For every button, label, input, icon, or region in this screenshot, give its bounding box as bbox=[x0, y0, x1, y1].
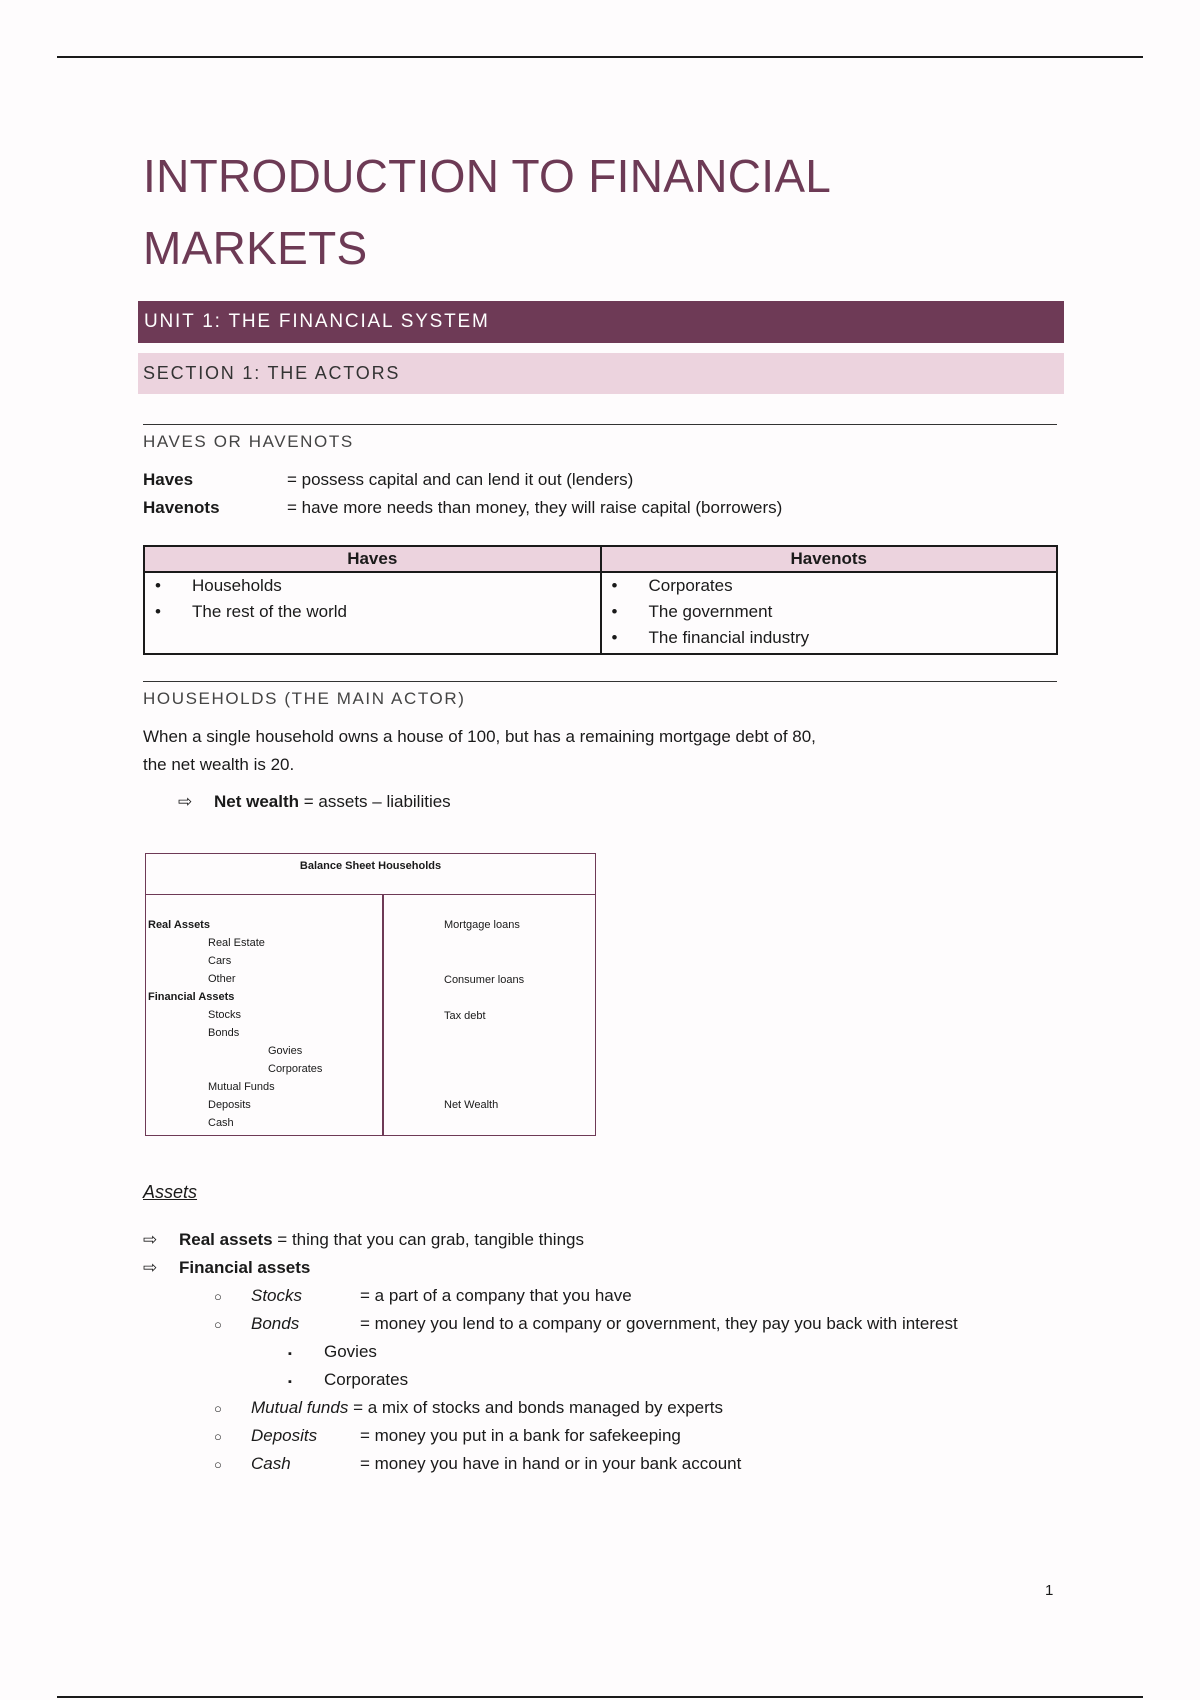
net-wealth-line: ⇨ Net wealth = assets – liabilities bbox=[178, 792, 451, 811]
title-block bbox=[143, 140, 1063, 284]
list-item: ○ Bonds = money you lend to a company or government, they pay you back with interest bbox=[214, 1314, 958, 1333]
unit-heading: UNIT 1: THE FINANCIAL SYSTEM bbox=[138, 301, 1064, 343]
section-heading: SECTION 1: THE ACTORS bbox=[138, 353, 1064, 394]
assets-heading: Assets bbox=[143, 1182, 198, 1202]
bs-left-item: Real Estate bbox=[208, 937, 265, 949]
arrow-icon: ⇨ bbox=[178, 792, 193, 811]
bs-right-item: Consumer loans bbox=[444, 974, 525, 986]
list-item: • The government bbox=[602, 599, 1057, 625]
balance-sheet-title: Balance Sheet Households bbox=[146, 854, 595, 895]
haves-cell bbox=[144, 572, 601, 654]
haves-havenots-table bbox=[143, 545, 1058, 655]
arrow-icon: ⇨ bbox=[143, 1258, 158, 1277]
bs-left-item: Mutual Funds bbox=[208, 1081, 275, 1093]
table-header-haves: Haves bbox=[144, 546, 601, 572]
financial-assets-line: ⇨ Financial assets bbox=[143, 1258, 311, 1277]
bs-left-item: Cash bbox=[208, 1117, 234, 1129]
circle-bullet-icon: ○ bbox=[214, 1289, 222, 1304]
table-header-havenots: Havenots bbox=[601, 546, 1058, 572]
havenots-cell bbox=[601, 572, 1058, 654]
real-assets-line: ⇨ Real assets = thing that you can grab, tangible things bbox=[143, 1230, 584, 1249]
bs-left-item: Bonds bbox=[208, 1027, 240, 1039]
bs-left-item: Other bbox=[208, 973, 236, 985]
square-bullet-icon: ▪ bbox=[288, 1376, 292, 1388]
definition-haves: Haves = possess capital and can lend it out (lenders) bbox=[143, 470, 634, 489]
bs-left-item: Cars bbox=[208, 955, 232, 967]
bs-left-item: Financial Assets bbox=[148, 991, 235, 1003]
bs-right-item: Mortgage loans bbox=[444, 919, 520, 931]
list-item: • The rest of the world bbox=[145, 599, 600, 625]
balance-sheet-figure bbox=[145, 853, 596, 1136]
list-item: ○ Mutual funds = a mix of stocks and bonds managed by experts bbox=[214, 1398, 724, 1417]
bs-left-item: Corporates bbox=[268, 1063, 323, 1075]
bs-left-item: Real Assets bbox=[148, 919, 210, 931]
bs-right-item: Net Wealth bbox=[444, 1099, 499, 1111]
list-item: • The financial industry bbox=[602, 625, 1057, 651]
households-heading: HOUSEHOLDS (THE MAIN ACTOR) bbox=[143, 681, 1057, 709]
households-paragraph: When a single household owns a house of 100, but has a remaining mortgage debt of 80, the net wealth is 20. bbox=[143, 727, 816, 774]
bs-left-item: Stocks bbox=[208, 1009, 242, 1021]
balance-sheet-divider bbox=[382, 894, 384, 1136]
list-item: ○ Stocks = a part of a company that you have bbox=[214, 1286, 632, 1305]
bs-left-item: Govies bbox=[268, 1045, 303, 1057]
circle-bullet-icon: ○ bbox=[214, 1429, 222, 1444]
list-item: • Households bbox=[145, 573, 600, 599]
bottom-rule bbox=[57, 1696, 1143, 1698]
bs-left-item: Deposits bbox=[208, 1099, 251, 1111]
definition-havenots: Havenots = have more needs than money, they will raise capital (borrowers) bbox=[143, 498, 783, 517]
arrow-icon: ⇨ bbox=[143, 1230, 158, 1249]
list-item: ▪ Govies bbox=[288, 1342, 377, 1361]
circle-bullet-icon: ○ bbox=[214, 1457, 222, 1472]
list-item: ○ Deposits = money you put in a bank for safekeeping bbox=[214, 1426, 681, 1445]
list-item: ○ Cash = money you have in hand or in your bank account bbox=[214, 1454, 742, 1473]
top-rule bbox=[57, 56, 1143, 58]
haves-heading: HAVES OR HAVENOTS bbox=[143, 424, 1057, 452]
circle-bullet-icon: ○ bbox=[214, 1401, 222, 1416]
bs-right-item: Tax debt bbox=[444, 1010, 486, 1022]
list-item: • Corporates bbox=[602, 573, 1057, 599]
square-bullet-icon: ▪ bbox=[288, 1348, 292, 1360]
list-item: ▪ Corporates bbox=[288, 1370, 409, 1389]
page-title: INTRODUCTION TO FINANCIAL MARKETS bbox=[143, 150, 832, 274]
circle-bullet-icon: ○ bbox=[214, 1317, 222, 1332]
page-number: 1 bbox=[1045, 1582, 1054, 1599]
